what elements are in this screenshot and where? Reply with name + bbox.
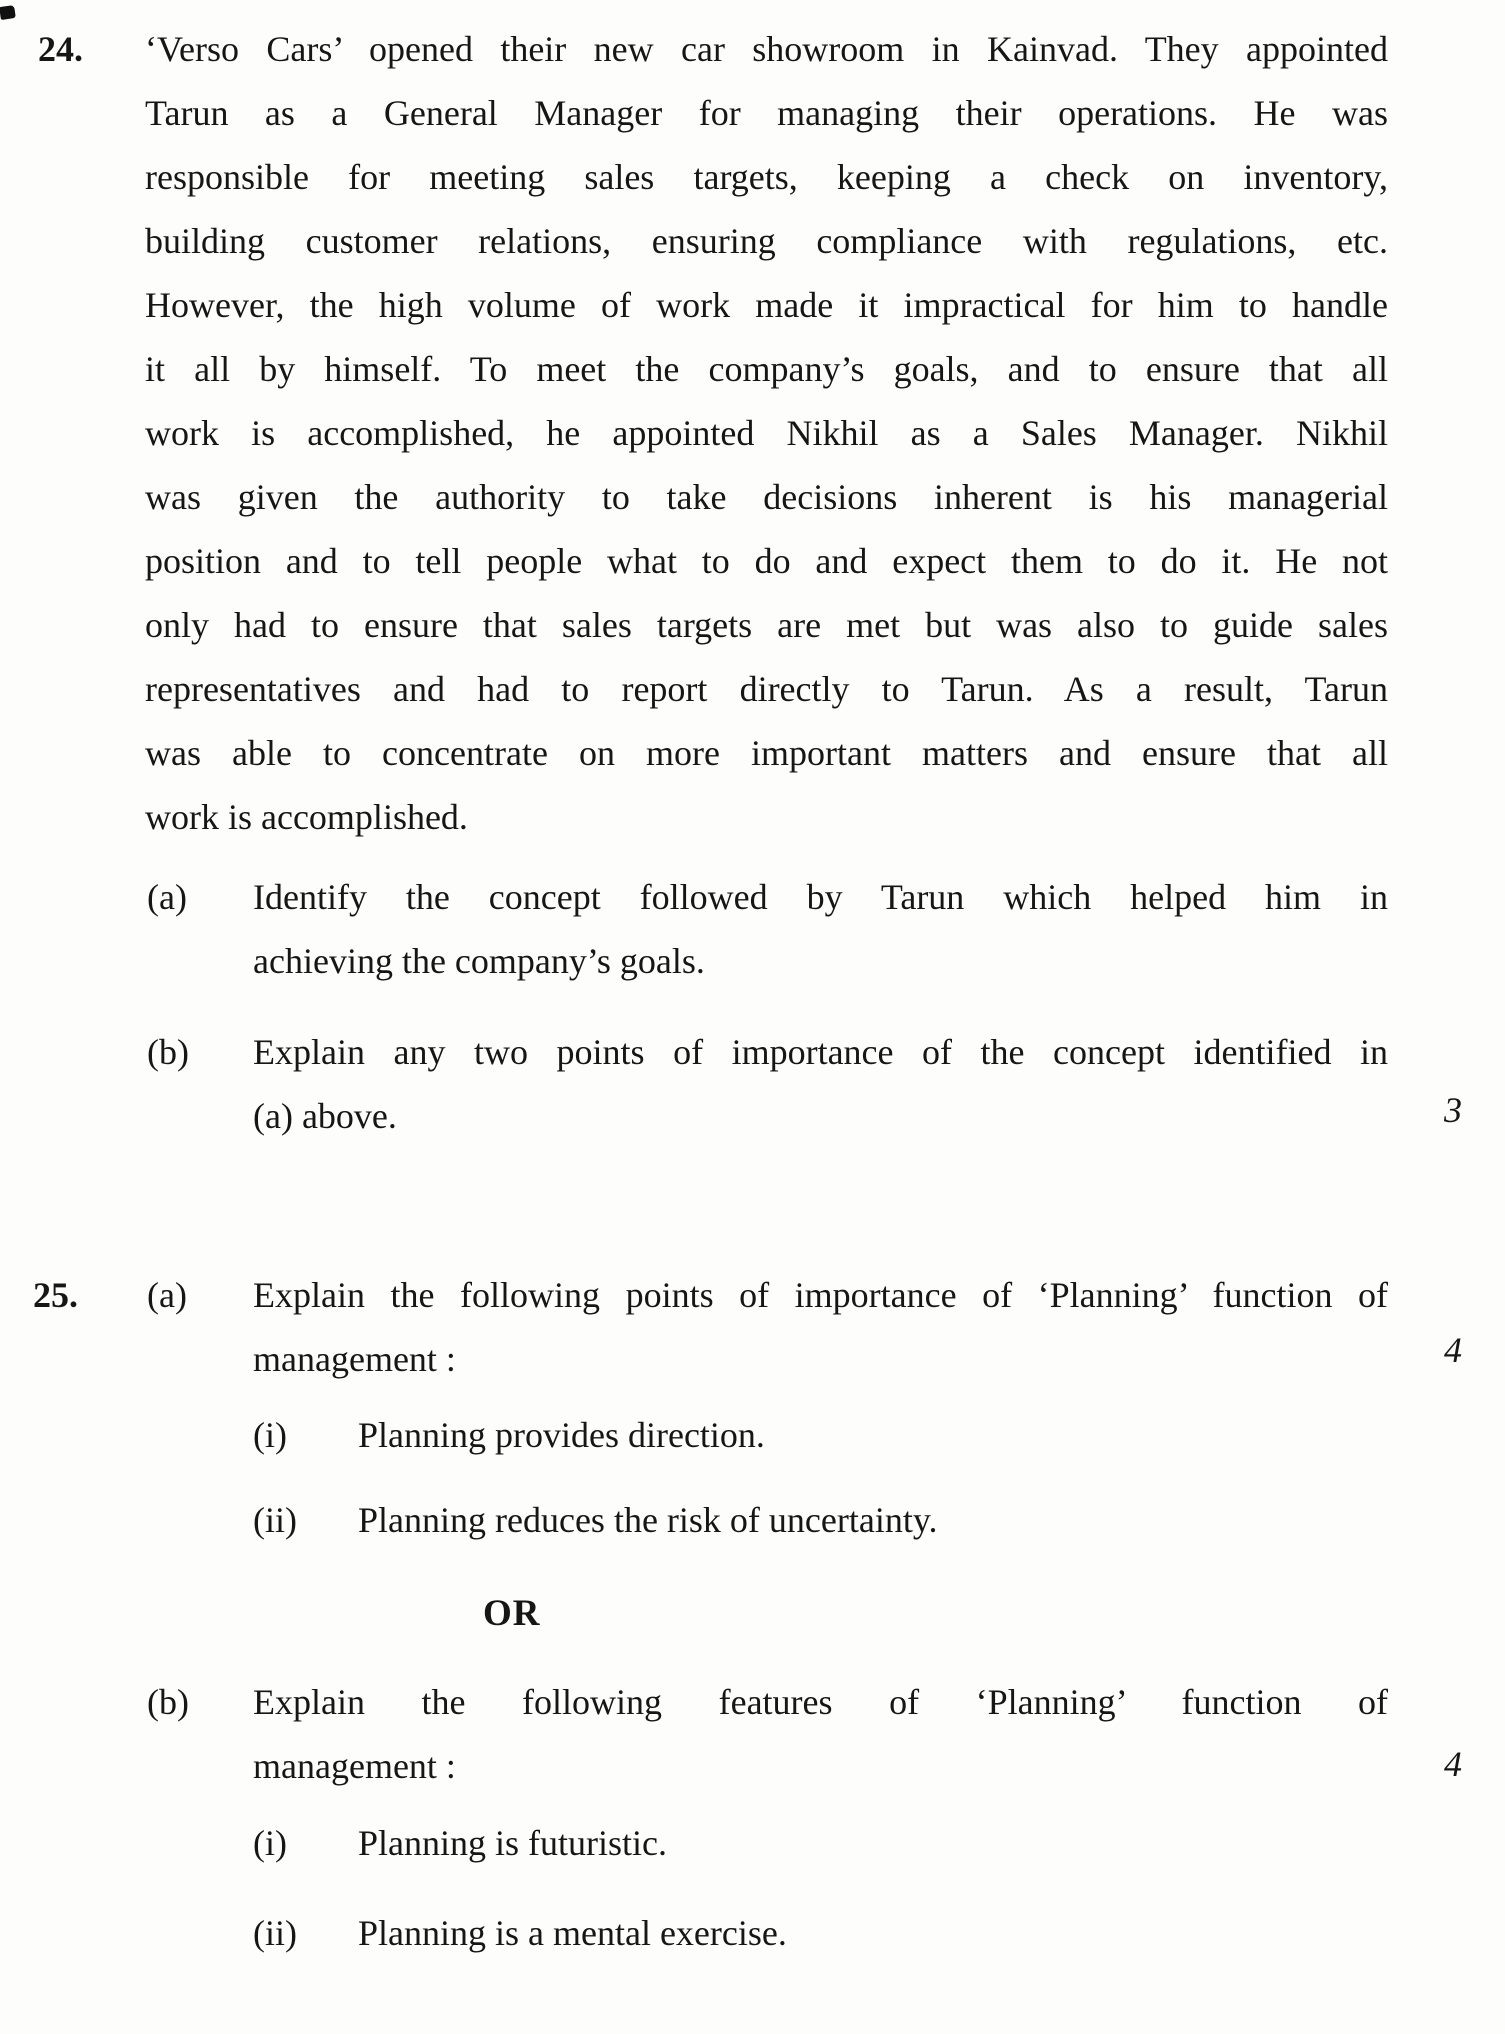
item-marker: (i) (253, 1415, 287, 1455)
part-line: Explain the following features of ‘Planning’ function of (253, 1682, 1388, 1722)
question-24-number: 24. (38, 29, 83, 69)
part-a-label: (a) (147, 877, 187, 917)
list-item (253, 1821, 1388, 1865)
paragraph-line: work is accomplished, he appointed Nikhil as a Sales Manager. Nikhil (145, 413, 1388, 453)
list-item (253, 1911, 1388, 1955)
item-marker: (ii) (253, 1500, 297, 1540)
part-line: (a) above. (253, 1096, 397, 1136)
paragraph-line: was given the authority to take decisions inherent is his managerial (145, 477, 1388, 517)
marks-badge: 4 (1444, 1330, 1462, 1370)
paragraph-line: Tarun as a General Manager for managing their operations. He was (145, 93, 1388, 133)
question-25-number: 25. (33, 1275, 78, 1315)
paragraph-line: However, the high volume of work made it impractical for him to handle (145, 285, 1388, 325)
part-line: management : (253, 1339, 456, 1379)
marks-badge: 3 (1444, 1090, 1462, 1130)
paragraph-line: representatives and had to report directly to Tarun. As a result, Tarun (145, 669, 1388, 709)
item-text: Planning is a mental exercise. (358, 1913, 787, 1953)
list-item (253, 1413, 1388, 1457)
or-separator: OR (483, 1593, 541, 1634)
paragraph-line: was able to concentrate on more important matters and ensure that all (145, 733, 1388, 773)
part-a-label: (a) (147, 1275, 187, 1315)
part-line: Identify the concept followed by Tarun which helped him in (253, 877, 1388, 917)
paragraph-line: only had to ensure that sales targets are met but was also to guide sales (145, 605, 1388, 645)
paragraph-line: it all by himself. To meet the company’s goals, and to ensure that all (145, 349, 1388, 389)
item-marker: (ii) (253, 1913, 297, 1953)
part-line: Explain any two points of importance of the concept identified in (253, 1032, 1388, 1072)
paragraph-line: work is accomplished. (145, 797, 468, 837)
part-b-label: (b) (147, 1682, 189, 1722)
part-b-text (253, 1670, 1388, 1798)
part-line: Explain the following points of importance of ‘Planning’ function of (253, 1275, 1388, 1315)
part-a-text (253, 865, 1388, 993)
question-24-paragraph (145, 17, 1388, 849)
marks-badge: 4 (1444, 1744, 1462, 1784)
item-text: Planning is futuristic. (358, 1823, 667, 1863)
part-b-text (253, 1020, 1388, 1148)
paragraph-line: building customer relations, ensuring compliance with regulations, etc. (145, 221, 1388, 261)
item-marker: (i) (253, 1823, 287, 1863)
paragraph-line: responsible for meeting sales targets, keeping a check on inventory, (145, 157, 1388, 197)
part-line: achieving the company’s goals. (253, 941, 705, 981)
list-item (253, 1498, 1388, 1542)
part-b-label: (b) (147, 1032, 189, 1072)
item-text: Planning provides direction. (358, 1415, 765, 1455)
scan-artifact (0, 5, 16, 20)
part-a-text (253, 1263, 1388, 1391)
item-text: Planning reduces the risk of uncertainty. (358, 1500, 938, 1540)
paragraph-line: ‘Verso Cars’ opened their new car showroom in Kainvad. They appointed (145, 29, 1388, 69)
paragraph-line: position and to tell people what to do and expect them to do it. He not (145, 541, 1388, 581)
part-line: management : (253, 1746, 456, 1786)
